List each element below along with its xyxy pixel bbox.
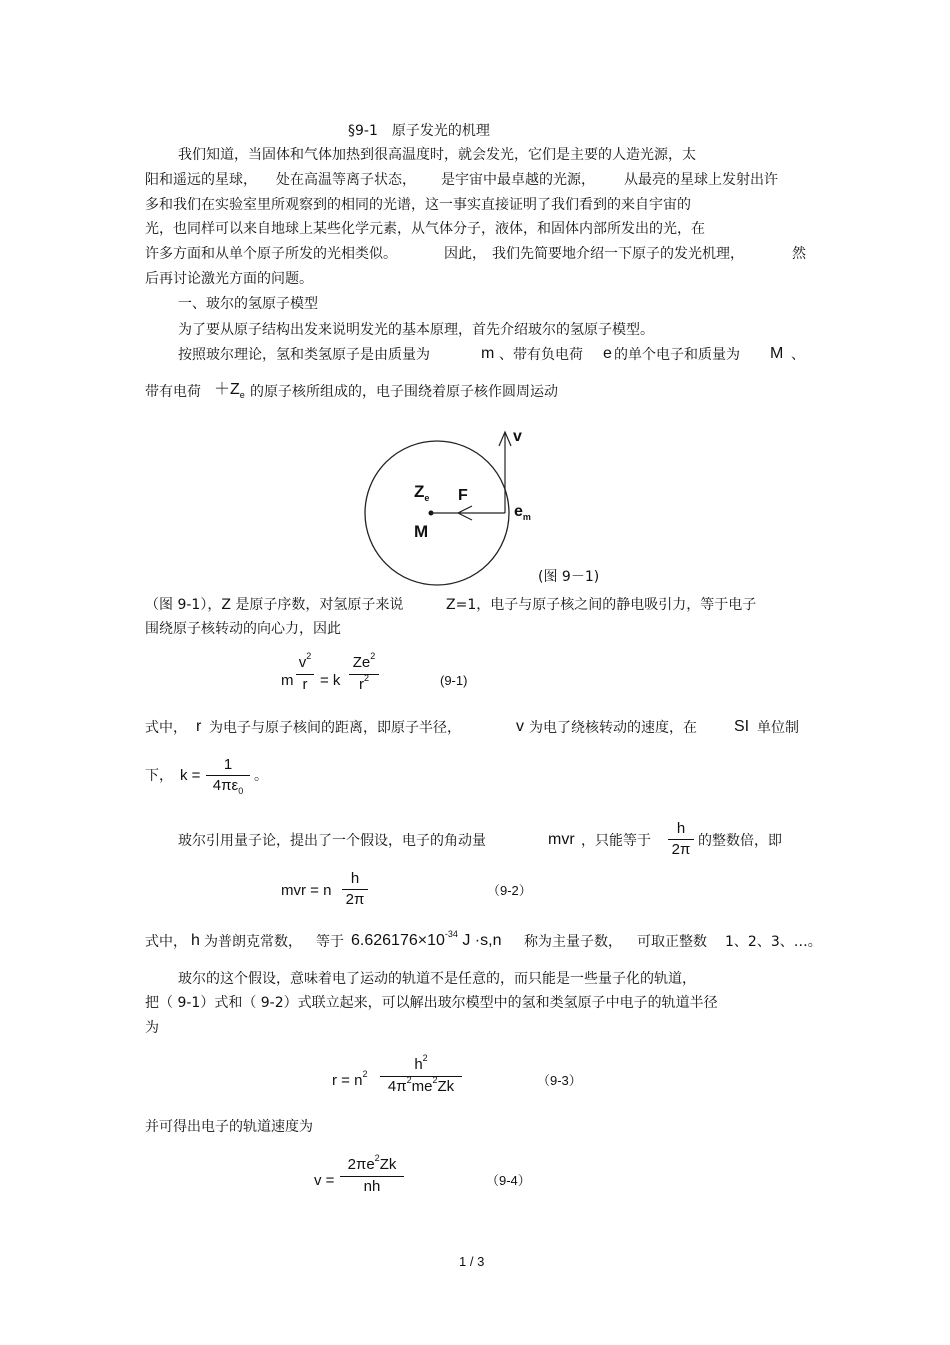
eq4-fraction: $2\pi e^2Zk$ nh (340, 1156, 404, 1196)
label-F: F (458, 487, 468, 504)
paragraph-line: 式中， (145, 934, 187, 950)
symbol-v: v (516, 718, 524, 735)
paragraph-line: 为电了绕核转动的速度，在 (529, 720, 697, 736)
paragraph-line: 下， (145, 768, 173, 784)
paragraph-line: （图 9-1），Z 是原子序数，对氢原子来说 (145, 597, 404, 613)
k-lhs: k = (180, 767, 201, 784)
eq3-fraction: $h^2$ $4\pi^2me^2Zk$ (380, 1056, 462, 1097)
symbol-r: r (196, 718, 202, 735)
k-fraction: 1 $4\pi\varepsilon_0$ (206, 756, 250, 796)
paragraph-line: Z=1，电子与原子核之间的静电吸引力，等于电子 (446, 597, 757, 613)
eq3-label: （9-3） (537, 1073, 582, 1088)
paragraph-line: 玻尔的这个假设，意味着电了运动的轨道不是任意的，而只能是一些量子化的轨道， (178, 971, 696, 987)
paragraph-line: 我们知道，当固体和气体加热到很高温度时，就会发光，它们是主要的人造光源，太 (178, 147, 696, 163)
label-v: v (513, 428, 522, 445)
paragraph-line: 、带有负电荷 (499, 347, 583, 363)
eq2-fraction: h 2π (342, 870, 368, 909)
eq1-label: (9-1) (440, 673, 468, 688)
figure-caption: (图 9－1) (538, 569, 600, 585)
paragraph-line: 可取正整数 (637, 934, 707, 950)
symbol-Ze: $+Z_e$ (214, 381, 245, 400)
label-em: $e_m$ (514, 503, 531, 522)
eq2-label: （9-2） (487, 883, 532, 898)
h-over-2pi: h 2π (668, 820, 694, 859)
symbol-SI: SI (734, 718, 750, 735)
paragraph-line: 、 (791, 347, 805, 363)
paragraph-line: 许多方面和从单个原子所发的光相类似。 (145, 246, 397, 262)
symbol-M: M (770, 345, 784, 362)
paragraph-line: 是宇宙中最卓越的光源， (441, 172, 595, 188)
paragraph-line: 多和我们在实验室里所观察到的相同的光谱，这一事实直接证明了我们看到的来自宇宙的 (145, 197, 691, 213)
paragraph-line: 为普朗克常数， (204, 934, 302, 950)
paragraph-line: 我们先简要地介绍一下原子的发光机理， (492, 246, 744, 262)
eq1-fraction-right: Ze$^2$ $r^2$ (349, 654, 379, 695)
paragraph-line: 玻尔引用量子论，提出了一个假设，电子的角动量 (178, 833, 486, 849)
paragraph-line: 并可得出电子的轨道速度为 (145, 1119, 313, 1135)
paragraph-line: 称为主量子数， (524, 934, 622, 950)
eq1-fraction-left: $v^2$ r (296, 654, 314, 694)
eq4-lhs: v = (314, 1172, 335, 1189)
paragraph-line: 按照玻尔理论，氢和类氢原子是由质量为 (178, 347, 430, 363)
paragraph-line: 后再讨论激光方面的问题。 (145, 271, 313, 287)
symbol-e: e (603, 345, 612, 362)
eq2-lhs: mvr = n (281, 882, 332, 899)
eq1-equals: = k (320, 672, 341, 689)
page-title: §9-1 原子发光的机理 (348, 123, 490, 139)
paragraph-line: 为电子与原子核间的距离，即原子半径， (209, 720, 461, 736)
paragraph-line: 光，也同样可以来自地球上某些化学元素，从气体分子，液体，和固体内部所发出的光，在 (145, 221, 705, 237)
paragraph-line: 因此， (444, 246, 486, 262)
paragraph-line: 阳和遥远的星球， (145, 172, 257, 188)
paragraph-line: 从最亮的星球上发射出许 (624, 172, 778, 188)
paragraph-line: 的单个电子和质量为 (614, 347, 740, 363)
paragraph-line: 然 (792, 246, 806, 262)
paragraph-line: 式中， (145, 720, 187, 736)
paragraph-line: 带有电荷 (145, 384, 201, 400)
paragraph-line: 等于 (316, 934, 344, 950)
paragraph-line: 的整数倍，即 (698, 833, 782, 849)
symbol-m: m (481, 345, 495, 362)
paragraph-line: 为了要从原子结构出发来说明发光的基本原理，首先介绍玻尔的氢原子模型。 (178, 322, 654, 338)
eq4-label: （9-4） (486, 1173, 531, 1188)
label-M: M (414, 522, 429, 541)
paragraph-line: 围绕原子核转动的向心力，因此 (145, 621, 341, 637)
symbol-mvr: mvr (548, 831, 575, 848)
eq1-m: m (281, 672, 294, 689)
paragraph-line: 1、2、3、…。 (725, 934, 822, 950)
paragraph-line: 单位制 (757, 720, 799, 736)
paragraph-line: 把（ 9-1）式和（ 9-2）式联立起来，可以解出玻尔模型中的氢和类氢原子中电子的轨道半径 (145, 995, 718, 1011)
paragraph-line: 。 (254, 768, 268, 784)
section-heading: 一、玻尔的氢原子模型 (178, 296, 318, 312)
paragraph-line: ，只能等于 (581, 833, 651, 849)
eq3-lhs: $r = n^2$ (332, 1069, 368, 1089)
paragraph-line: 为 (145, 1020, 159, 1036)
symbol-h: h (191, 932, 200, 949)
paragraph-line: 的原子核所组成的，电子围绕着原子核作圆周运动 (250, 384, 558, 400)
planck-value: $6.626176\times 10^{-34}$ J ·s,n (351, 929, 502, 949)
page-number: 1 / 3 (459, 1254, 485, 1269)
paragraph-line: 处在高温等离子状态， (276, 172, 416, 188)
label-Ze: $Z_e$ (414, 482, 430, 503)
